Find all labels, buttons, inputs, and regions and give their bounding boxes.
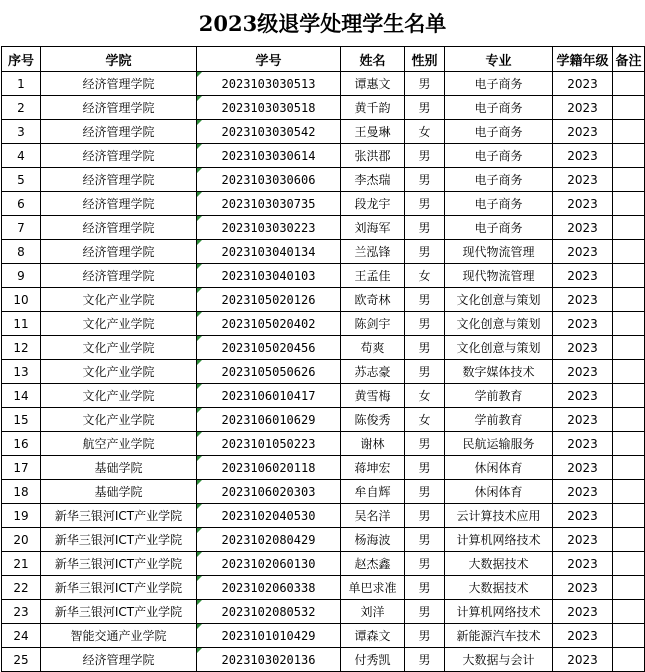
cell-gender: 男 [405,552,445,576]
cell-college: 文化产业学院 [41,312,197,336]
cell-no: 24 [2,624,41,648]
header-cell-no: 序号 [2,47,41,72]
table-row [2,624,645,648]
cell-college: 新华三银河ICT产业学院 [41,528,197,552]
cell-major: 电子商务 [445,96,553,120]
table-row [2,264,645,288]
table-row [2,432,645,456]
table-row [2,528,645,552]
cell-major: 电子商务 [445,120,553,144]
cell-student-id: 2023105020456 [197,336,341,360]
cell-major: 电子商务 [445,216,553,240]
header-row [2,47,645,72]
table-row [2,648,645,672]
cell-grade: 2023 [553,312,613,336]
cell-college: 经济管理学院 [41,144,197,168]
cell-major: 数字媒体技术 [445,360,553,384]
cell-college: 经济管理学院 [41,240,197,264]
cell-gender: 男 [405,480,445,504]
cell-no: 14 [2,384,41,408]
cell-major: 现代物流管理 [445,264,553,288]
cell-major: 学前教育 [445,408,553,432]
table-row [2,240,645,264]
cell-note [613,312,645,336]
cell-grade: 2023 [553,576,613,600]
cell-grade: 2023 [553,384,613,408]
cell-note [613,192,645,216]
cell-note [613,144,645,168]
cell-name: 黄千韵 [341,96,405,120]
cell-name: 王孟佳 [341,264,405,288]
cell-college: 文化产业学院 [41,336,197,360]
cell-student-id: 2023103040134 [197,240,341,264]
cell-major: 电子商务 [445,144,553,168]
cell-gender: 男 [405,648,445,672]
table-row [2,192,645,216]
cell-college: 文化产业学院 [41,360,197,384]
cell-grade: 2023 [553,120,613,144]
cell-note [613,528,645,552]
cell-name: 谢林 [341,432,405,456]
cell-college: 经济管理学院 [41,648,197,672]
cell-no: 19 [2,504,41,528]
cell-name: 陈俊秀 [341,408,405,432]
cell-student-id: 2023106010629 [197,408,341,432]
cell-major: 学前教育 [445,384,553,408]
cell-grade: 2023 [553,432,613,456]
header-cell-major: 专业 [445,47,553,72]
cell-grade: 2023 [553,528,613,552]
cell-note [613,480,645,504]
cell-grade: 2023 [553,456,613,480]
cell-student-id: 2023102060338 [197,576,341,600]
cell-name: 谭森文 [341,624,405,648]
table-row [2,72,645,96]
cell-no: 13 [2,360,41,384]
cell-student-id: 2023103030606 [197,168,341,192]
cell-student-id: 2023106020118 [197,456,341,480]
header-cell-student-id: 学号 [197,47,341,72]
cell-no: 16 [2,432,41,456]
cell-gender: 男 [405,576,445,600]
cell-college: 新华三银河ICT产业学院 [41,552,197,576]
cell-college: 基础学院 [41,456,197,480]
cell-college: 经济管理学院 [41,120,197,144]
cell-name: 吴名洋 [341,504,405,528]
cell-name: 单巴求准 [341,576,405,600]
cell-gender: 男 [405,288,445,312]
header-cell-grade: 学籍年级 [553,47,613,72]
cell-note [613,552,645,576]
cell-no: 18 [2,480,41,504]
cell-note [613,432,645,456]
cell-gender: 男 [405,336,445,360]
cell-grade: 2023 [553,600,613,624]
table-row [2,336,645,360]
cell-grade: 2023 [553,408,613,432]
cell-student-id: 2023101010429 [197,624,341,648]
cell-college: 新华三银河ICT产业学院 [41,600,197,624]
cell-college: 经济管理学院 [41,168,197,192]
cell-college: 文化产业学院 [41,288,197,312]
cell-no: 2 [2,96,41,120]
cell-grade: 2023 [553,144,613,168]
cell-no: 7 [2,216,41,240]
cell-grade: 2023 [553,168,613,192]
cell-major: 休闲体育 [445,480,553,504]
cell-student-id: 2023102060130 [197,552,341,576]
cell-name: 赵杰鑫 [341,552,405,576]
cell-major: 休闲体育 [445,456,553,480]
cell-major: 计算机网络技术 [445,528,553,552]
cell-student-id: 2023103030223 [197,216,341,240]
cell-college: 新华三银河ICT产业学院 [41,576,197,600]
cell-major: 电子商务 [445,192,553,216]
cell-grade: 2023 [553,96,613,120]
cell-note [613,360,645,384]
cell-college: 航空产业学院 [41,432,197,456]
cell-note [613,96,645,120]
cell-college: 经济管理学院 [41,72,197,96]
cell-major: 电子商务 [445,72,553,96]
cell-gender: 男 [405,72,445,96]
cell-major: 文化创意与策划 [445,336,553,360]
cell-no: 4 [2,144,41,168]
table-row [2,120,645,144]
cell-gender: 男 [405,624,445,648]
table-row [2,480,645,504]
table-row [2,576,645,600]
cell-no: 10 [2,288,41,312]
cell-name: 蒋坤宏 [341,456,405,480]
cell-name: 兰泓锋 [341,240,405,264]
header-cell-note: 备注 [613,47,645,72]
cell-major: 大数据技术 [445,552,553,576]
cell-note [613,384,645,408]
table-row [2,96,645,120]
cell-grade: 2023 [553,360,613,384]
cell-note [613,264,645,288]
table-row [2,408,645,432]
cell-student-id: 2023106020303 [197,480,341,504]
cell-gender: 男 [405,192,445,216]
cell-grade: 2023 [553,72,613,96]
cell-gender: 男 [405,504,445,528]
table-row [2,504,645,528]
student-table [1,46,645,672]
cell-major: 大数据技术 [445,576,553,600]
cell-no: 22 [2,576,41,600]
cell-note [613,600,645,624]
cell-student-id: 2023103030513 [197,72,341,96]
cell-college: 经济管理学院 [41,216,197,240]
cell-major: 云计算技术应用 [445,504,553,528]
cell-grade: 2023 [553,288,613,312]
cell-note [613,456,645,480]
cell-student-id: 2023102040530 [197,504,341,528]
table-row [2,384,645,408]
cell-no: 23 [2,600,41,624]
cell-no: 1 [2,72,41,96]
cell-no: 11 [2,312,41,336]
cell-name: 刘海军 [341,216,405,240]
cell-no: 20 [2,528,41,552]
cell-grade: 2023 [553,504,613,528]
cell-student-id: 2023103030542 [197,120,341,144]
cell-no: 5 [2,168,41,192]
cell-gender: 男 [405,144,445,168]
cell-college: 智能交通产业学院 [41,624,197,648]
table-row [2,168,645,192]
cell-name: 谭惠文 [341,72,405,96]
cell-no: 25 [2,648,41,672]
cell-no: 9 [2,264,41,288]
cell-college: 文化产业学院 [41,384,197,408]
cell-gender: 男 [405,360,445,384]
cell-major: 电子商务 [445,168,553,192]
cell-major: 计算机网络技术 [445,600,553,624]
document-title: 2023级退学处理学生名单 [198,11,447,36]
table-row [2,360,645,384]
cell-major: 文化创意与策划 [445,312,553,336]
cell-college: 经济管理学院 [41,264,197,288]
table-row [2,552,645,576]
cell-gender: 男 [405,96,445,120]
cell-gender: 男 [405,216,445,240]
cell-college: 经济管理学院 [41,96,197,120]
cell-major: 大数据与会计 [445,648,553,672]
cell-grade: 2023 [553,624,613,648]
cell-note [613,288,645,312]
cell-student-id: 2023102080532 [197,600,341,624]
cell-gender: 男 [405,600,445,624]
cell-no: 17 [2,456,41,480]
cell-no: 6 [2,192,41,216]
table-row [2,216,645,240]
cell-college: 经济管理学院 [41,192,197,216]
cell-grade: 2023 [553,336,613,360]
cell-note [613,120,645,144]
cell-no: 8 [2,240,41,264]
cell-gender: 女 [405,264,445,288]
cell-major: 新能源汽车技术 [445,624,553,648]
cell-gender: 男 [405,528,445,552]
cell-gender: 男 [405,312,445,336]
cell-student-id: 2023105020126 [197,288,341,312]
table-row [2,456,645,480]
cell-name: 付秀凯 [341,648,405,672]
cell-gender: 男 [405,432,445,456]
cell-grade: 2023 [553,552,613,576]
cell-student-id: 2023103030735 [197,192,341,216]
table-row [2,144,645,168]
table-body [2,72,645,672]
cell-student-id: 2023105050626 [197,360,341,384]
cell-no: 21 [2,552,41,576]
cell-name: 欧奇林 [341,288,405,312]
cell-name: 杨海波 [341,528,405,552]
cell-name: 陈剑宇 [341,312,405,336]
cell-note [613,72,645,96]
cell-student-id: 2023105020402 [197,312,341,336]
cell-name: 苏志豪 [341,360,405,384]
cell-grade: 2023 [553,240,613,264]
cell-name: 李杰瑞 [341,168,405,192]
cell-gender: 男 [405,240,445,264]
cell-note [613,624,645,648]
cell-note [613,336,645,360]
cell-note [613,504,645,528]
cell-name: 王曼琳 [341,120,405,144]
cell-college: 新华三银河ICT产业学院 [41,504,197,528]
cell-major: 现代物流管理 [445,240,553,264]
cell-note [613,240,645,264]
table-row [2,312,645,336]
cell-gender: 女 [405,120,445,144]
table-row [2,288,645,312]
cell-name: 苟爽 [341,336,405,360]
cell-name: 黄雪梅 [341,384,405,408]
cell-name: 张洪郡 [341,144,405,168]
header-cell-college: 学院 [41,47,197,72]
cell-name: 牟自辉 [341,480,405,504]
cell-note [613,648,645,672]
cell-student-id: 2023102080429 [197,528,341,552]
cell-grade: 2023 [553,480,613,504]
cell-student-id: 2023103030518 [197,96,341,120]
table-row [2,600,645,624]
cell-gender: 女 [405,408,445,432]
cell-no: 12 [2,336,41,360]
cell-college: 基础学院 [41,480,197,504]
cell-note [613,216,645,240]
cell-gender: 男 [405,456,445,480]
cell-major: 民航运输服务 [445,432,553,456]
cell-gender: 男 [405,168,445,192]
cell-note [613,168,645,192]
cell-major: 文化创意与策划 [445,288,553,312]
cell-grade: 2023 [553,264,613,288]
cell-student-id: 2023101050223 [197,432,341,456]
cell-grade: 2023 [553,216,613,240]
cell-student-id: 2023106010417 [197,384,341,408]
cell-grade: 2023 [553,648,613,672]
cell-no: 3 [2,120,41,144]
cell-name: 刘洋 [341,600,405,624]
cell-student-id: 2023103020136 [197,648,341,672]
cell-student-id: 2023103030614 [197,144,341,168]
header-cell-gender: 性别 [405,47,445,72]
cell-gender: 女 [405,384,445,408]
header-cell-name: 姓名 [341,47,405,72]
cell-name: 段龙宇 [341,192,405,216]
cell-no: 15 [2,408,41,432]
cell-note [613,408,645,432]
cell-student-id: 2023103040103 [197,264,341,288]
cell-college: 文化产业学院 [41,408,197,432]
cell-grade: 2023 [553,192,613,216]
cell-note [613,576,645,600]
